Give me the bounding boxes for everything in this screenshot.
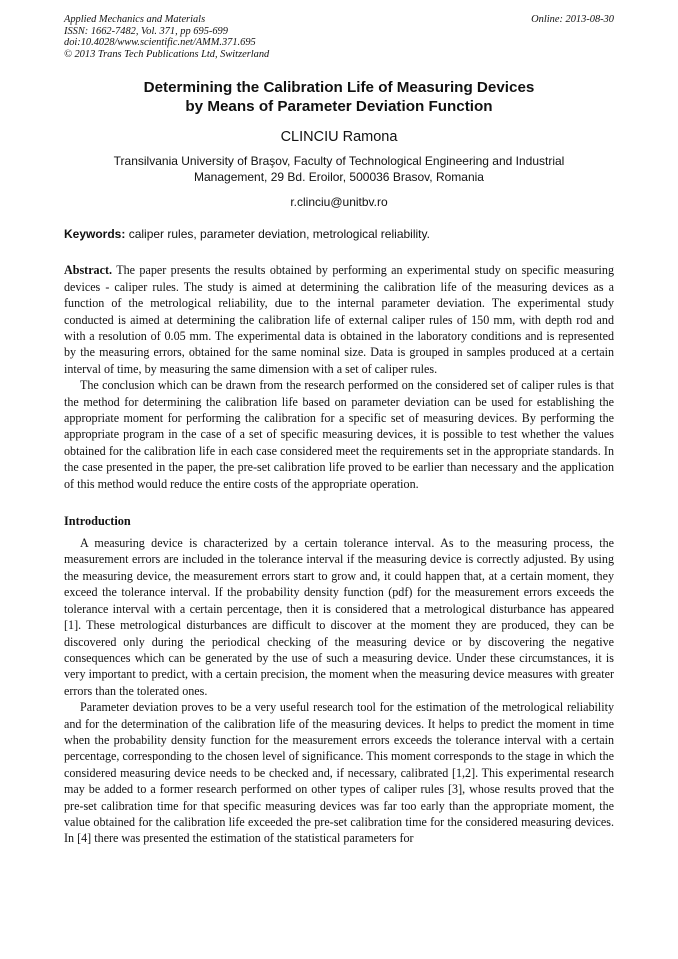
online-date: Online: 2013-08-30 bbox=[531, 14, 614, 25]
header-metadata bbox=[64, 14, 614, 60]
abstract-label: Abstract. bbox=[64, 263, 113, 278]
abstract-section bbox=[64, 262, 614, 492]
paper-title bbox=[64, 78, 614, 116]
issn-line: ISSN: 1662-7482, Vol. 371, pp 695-699 bbox=[64, 25, 228, 37]
doi-line: doi:10.4028/www.scientific.net/AMM.371.695 bbox=[64, 37, 256, 49]
introduction-heading: Introduction bbox=[64, 514, 131, 529]
keywords-text: caliper rules, parameter deviation, metrological reliability. bbox=[125, 227, 430, 242]
author-email: r.clinciu@unitbv.ro bbox=[290, 195, 388, 210]
abstract-paragraph-1 bbox=[64, 262, 614, 377]
keywords bbox=[64, 227, 614, 242]
journal-name: Applied Mechanics and Materials bbox=[64, 14, 206, 25]
copyright-line: © 2013 Trans Tech Publications Ltd, Switzerland bbox=[64, 48, 270, 60]
author-affiliation: Transilvania University of Braşov, Faculty of Technological Engineering and Industrial Management, 29 Bd. Eroilor, 500036 Brasov, Romania bbox=[113, 154, 565, 185]
abstract-paragraph-2: The conclusion which can be drawn from the research performed on the considered set of caliper rules is that the method for determining the calibration life based on parameter deviation can be used for establishing the appropriate moment for performing the calibration for a specific set of measuring devices. By performing the appropriate program in the case of a set of specific measuring devices, it is possible to test whether the values obtained for the calibration life in each case considered meet the requirements set in the appropriate standards. In the case presented in the paper, the pre-set calibration life proved to be earlier than necessary and the application of this method would reduce the entire costs of the appropriate operation. bbox=[64, 378, 614, 491]
abstract-text-1: The paper presents the results obtained by performing an experimental study on specific measuring devices - caliper rules. The study is aimed at determining the calibration life of the measuring devices as a function of the metrological reliability, due to the internal parameter deviation. The experimental study conducted is aimed at determining the calibration life of external caliper rules of 150 mm, with depth rod and with a resolution of 0.05 mm. The experimental data is obtained in the laboratory conditions and is represented by the measuring errors, obtained for the same nominal size. Data is grouped in samples produced at a certain interval of time, by measuring the same dimension with a set of caliper rules. bbox=[64, 263, 614, 376]
paper-page bbox=[64, 14, 614, 847]
title-line-1: Determining the Calibration Life of Measuring Devices bbox=[143, 79, 535, 97]
introduction-paragraph-1: A measuring device is characterized by a certain tolerance interval. As to the measuring process, the measurement errors are included in the tolerance interval if the measuring device is correctly adjusted. By using the measuring device, the measurement errors start to grow and, it could happen that, at a certain moment, they exceed the tolerance interval. If the probability density function (pdf) for the measurement errors exceeds the tolerance interval with a certain percentage, then it is considered that a metrological disturbance has appeared [1]. These metrological disturbances are difficult to discover at the moment they are produced, they can be discovered only during the periodical checking of the measuring device or by discovering the negative consequences which can be generated by the use of such a measuring device. Under these circumstances, it is very important to predict, with a certain precision, the moment when the measuring device measures with greater errors than the tolerated ones. bbox=[64, 536, 614, 698]
author-name: CLINCIU Ramona bbox=[280, 129, 398, 146]
keywords-label: Keywords: bbox=[64, 227, 126, 242]
title-line-2: by Means of Parameter Deviation Function bbox=[185, 98, 493, 116]
introduction-paragraph-2: Parameter deviation proves to be a very useful research tool for the estimation of the metrological reliability and for the determination of the calibration life of the measuring devices. It helps to predict the moment in time when the probability density function for the measurement errors exceeds the tolerance interval with a certain percentage, corresponding to the chosen level of significance. This moment corresponds to the stage in which the considered measuring device needs to be checked and, if necessary, calibrated [1,2]. This experimental research may be added to a former research performed on other types of caliper rules [3], whose results proved that the pre-set calibration time for that specific measuring devices was far too early than the appropriate moment, the value obtained for the calibration life exceeded the pre-set calibration time for the considered measuring devices. In [4] there was presented the estimation of the statistical parameters for bbox=[64, 700, 614, 846]
